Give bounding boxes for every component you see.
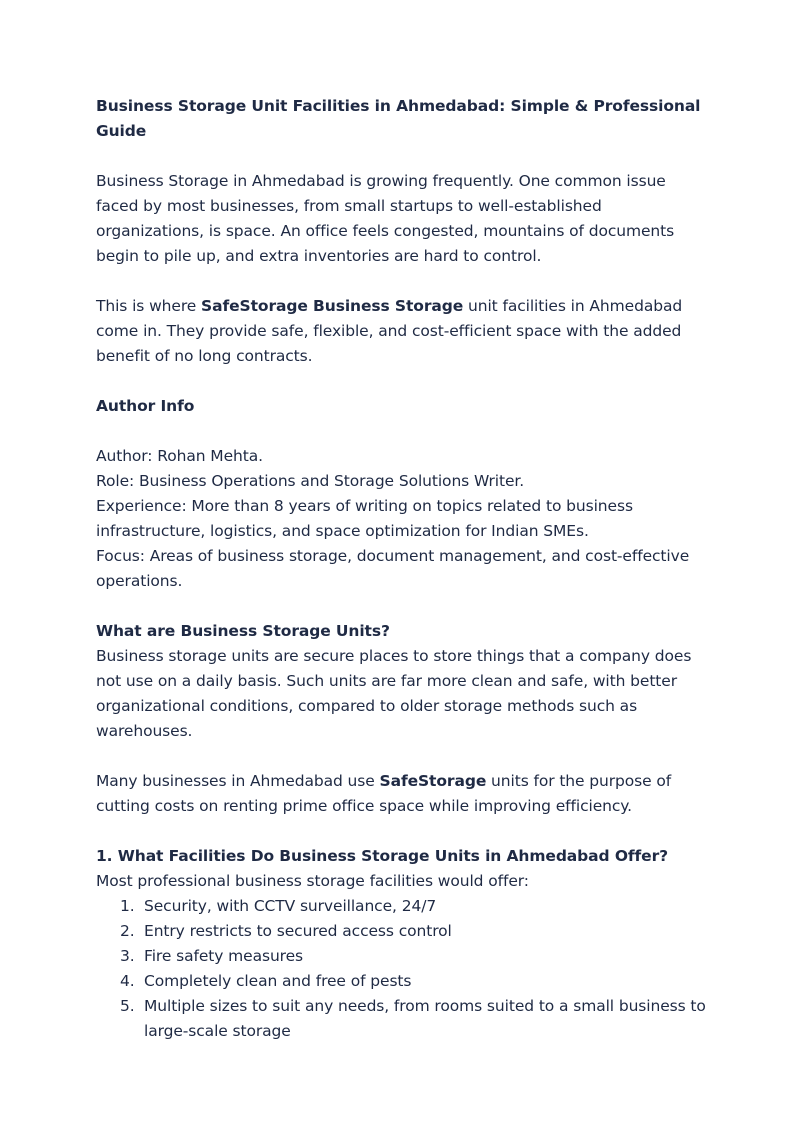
safestorage-paragraph (96, 294, 706, 369)
paragraph-text: unit facilities in Ahmedabad come in. They provide safe, flexible, and cost-efficient space with the added benefit of no long contracts. (96, 297, 683, 365)
document-page (96, 94, 706, 1044)
brand-bold-text: SafeStorage Business Storage (201, 297, 464, 315)
list-item (96, 919, 706, 944)
list-item (96, 994, 706, 1044)
list-number: 2. (120, 922, 135, 940)
list-number: 3. (120, 947, 135, 965)
page-title: Business Storage Unit Facilities in Ahmedabad: Simple & Professional Guide (96, 97, 701, 140)
list-item-text: Completely clean and free of pests (144, 972, 412, 990)
author-info-block (96, 444, 706, 594)
brand-bold-text: SafeStorage (379, 772, 487, 790)
author-name: Author: Rohan Mehta. (96, 447, 263, 465)
list-number: 1. (120, 897, 135, 915)
list-item-text: Fire safety measures (144, 947, 304, 965)
list-item-text: Security, with CCTV surveillance, 24/7 (144, 897, 437, 915)
units-paragraph: Business storage units are secure places to store things that a company does not use on a daily basis. Such units are far more clean and safe, with better organizational conditions, compared to older storage methods such as warehouses. (96, 647, 692, 740)
author-heading: Author Info (96, 397, 195, 415)
facilities-intro: Most professional business storage facilities would offer: (96, 872, 529, 890)
units-heading: What are Business Storage Units? (96, 622, 390, 640)
list-item-text: Entry restricts to secured access control (144, 922, 452, 940)
author-experience: Experience: More than 8 years of writing on topics related to business infrastructure, logistics, and space optimization for Indian SMEs. (96, 497, 633, 540)
facilities-heading: 1. What Facilities Do Business Storage Units in Ahmedabad Offer? (96, 847, 669, 865)
list-item (96, 894, 706, 919)
author-focus: Focus: Areas of business storage, document management, and cost-effective operations. (96, 547, 690, 590)
paragraph-text: units for the purpose of cutting costs on renting prime office space while improving efficiency. (96, 772, 672, 815)
list-number: 4. (120, 972, 135, 990)
facilities-list (96, 894, 706, 1044)
many-businesses-paragraph (96, 769, 706, 819)
paragraph-text: This is where (96, 297, 202, 315)
paragraph-text: Many businesses in Ahmedabad use (96, 772, 380, 790)
intro-paragraph: Business Storage in Ahmedabad is growing frequently. One common issue faced by most businesses, from small startups to well-established organizations, is space. An office feels congested, mountains of documents begin to pile up, and extra inventories are hard to control. (96, 172, 675, 265)
list-item (96, 944, 706, 969)
list-item-text: Multiple sizes to suit any needs, from rooms suited to a small business to large-scale storage (144, 997, 706, 1040)
author-role: Role: Business Operations and Storage Solutions Writer. (96, 472, 525, 490)
list-number: 5. (120, 997, 135, 1015)
list-item (96, 969, 706, 994)
